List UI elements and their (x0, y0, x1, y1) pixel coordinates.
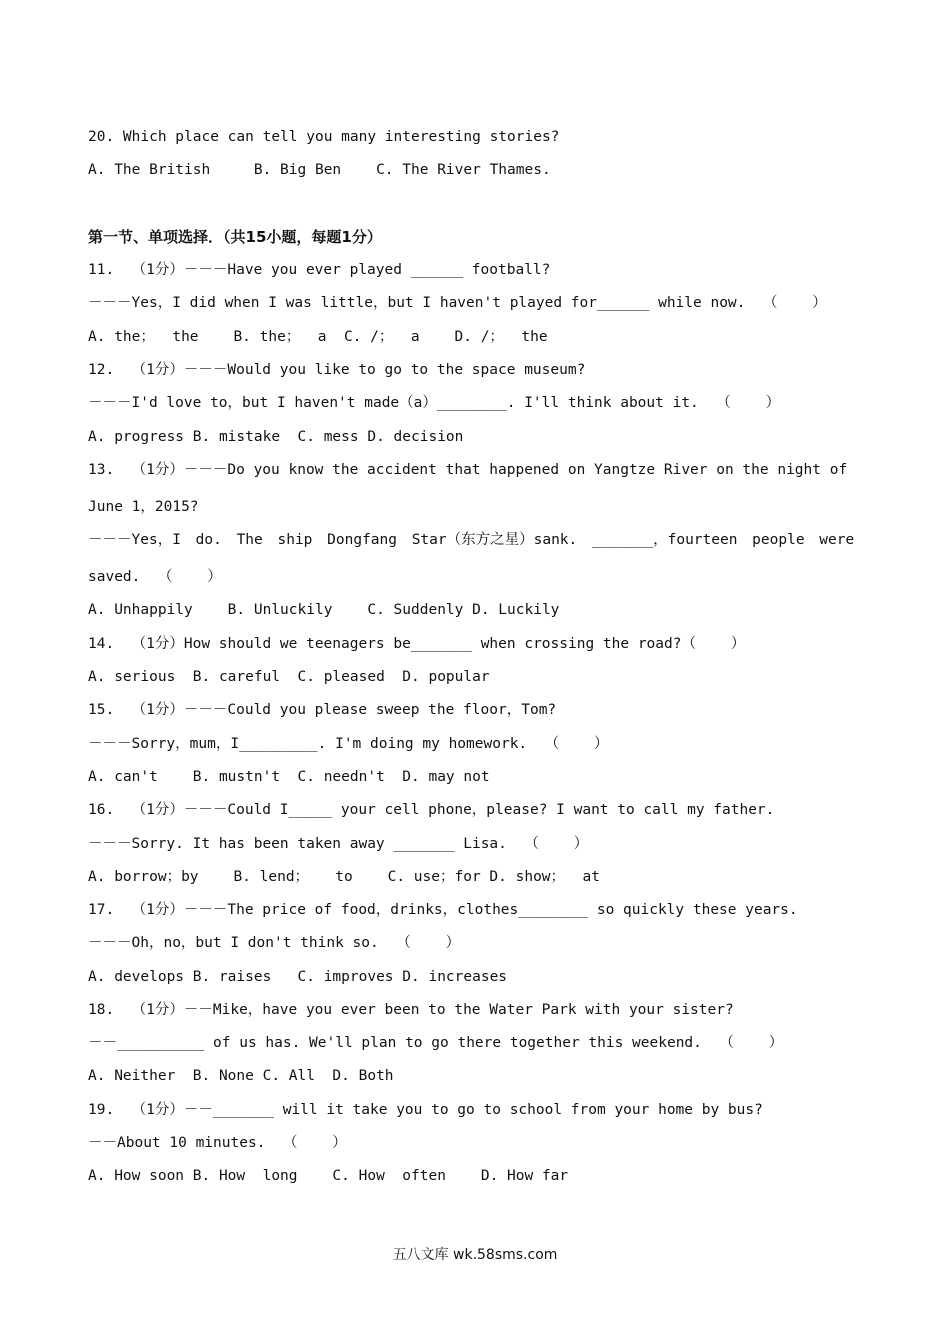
question-16-response: －－－Sorry. It has been taken away _______ Lisa. （ ） (88, 836, 589, 852)
question-15-response: －－－Sorry，mum，I_________. I'm doing my homework. （ ） (88, 736, 609, 752)
question-11-stem: 11. （1分）－－－Have you ever played ______ football? (88, 262, 551, 278)
question-13-response: －－－Yes，I do. The ship Dongfang Star（东方之星）sank. _______，fourteen people were (88, 532, 855, 548)
question-11-options: A. the； the B. the； a C. /； a D. /； the (88, 329, 548, 345)
question-13-stem: 13. （1分）－－－Do you know the accident that happened on Yangtze River on the night of (88, 462, 848, 478)
question-19-options: A. How soon B. How long C. How often D. How far (88, 1168, 569, 1184)
question-13-stem-cont: June 1，2015? (88, 499, 199, 515)
question-20-options: A. The British B. Big Ben C. The River Thames. (88, 162, 551, 178)
question-17-stem: 17. （1分）－－－The price of food，drinks，clothes________ so quickly these years. (88, 902, 798, 918)
question-12-stem: 12. （1分）－－－Would you like to go to the space museum? (88, 362, 586, 378)
section-heading: 第一节、单项选择．（共15小题，每题1分） (88, 228, 382, 246)
question-13-response-cont: saved. （ ） (88, 569, 222, 585)
question-14-options: A. serious B. careful C. pleased D. popular (88, 669, 490, 685)
question-15-options: A. can't B. mustn't C. needn't D. may not (88, 769, 490, 785)
question-13-options: A. Unhappily B. Unluckily C. Suddenly D. Luckily (88, 602, 560, 618)
question-17-response: －－－Oh，no，but I don't think so. （ ） (88, 935, 461, 951)
question-19-stem: 19. （1分）－－_______ will it take you to go to school from your home by bus? (88, 1102, 763, 1118)
question-16-stem: 16. （1分）－－－Could I_____ your cell phone，please? I want to call my father. (88, 802, 775, 818)
question-14-stem: 14. （1分）How should we teenagers be_______ when crossing the road?（ ） (88, 636, 746, 652)
question-18-stem: 18. （1分）－－Mike，have you ever been to the Water Park with your sister? (88, 1002, 734, 1018)
question-20-stem: 20. Which place can tell you many interesting stories? (88, 129, 560, 145)
question-15-stem: 15. （1分）－－－Could you please sweep the floor，Tom? (88, 702, 557, 718)
question-12-options: A. progress B. mistake C. mess D. decision (88, 429, 464, 445)
question-18-response: －－__________ of us has. We'll plan to go there together this weekend. （ ） (88, 1035, 784, 1051)
question-16-options: A. borrow；by B. lend； to C. use；for D. show； at (88, 869, 600, 885)
question-12-response: －－－I'd love to，but I haven't made（a）________. I'll think about it. （ ） (88, 395, 781, 411)
question-18-options: A. Neither B. None C. All D. Both (88, 1068, 394, 1084)
page-footer: 五八文库 wk.58sms.com (392, 1247, 558, 1263)
question-17-options: A. develops B. raises C. improves D. increases (88, 969, 508, 985)
question-19-response: －－About 10 minutes. （ ） (88, 1135, 347, 1151)
question-11-response: －－－Yes，I did when I was little，but I haven't played for______ while now. （ ） (88, 295, 827, 311)
